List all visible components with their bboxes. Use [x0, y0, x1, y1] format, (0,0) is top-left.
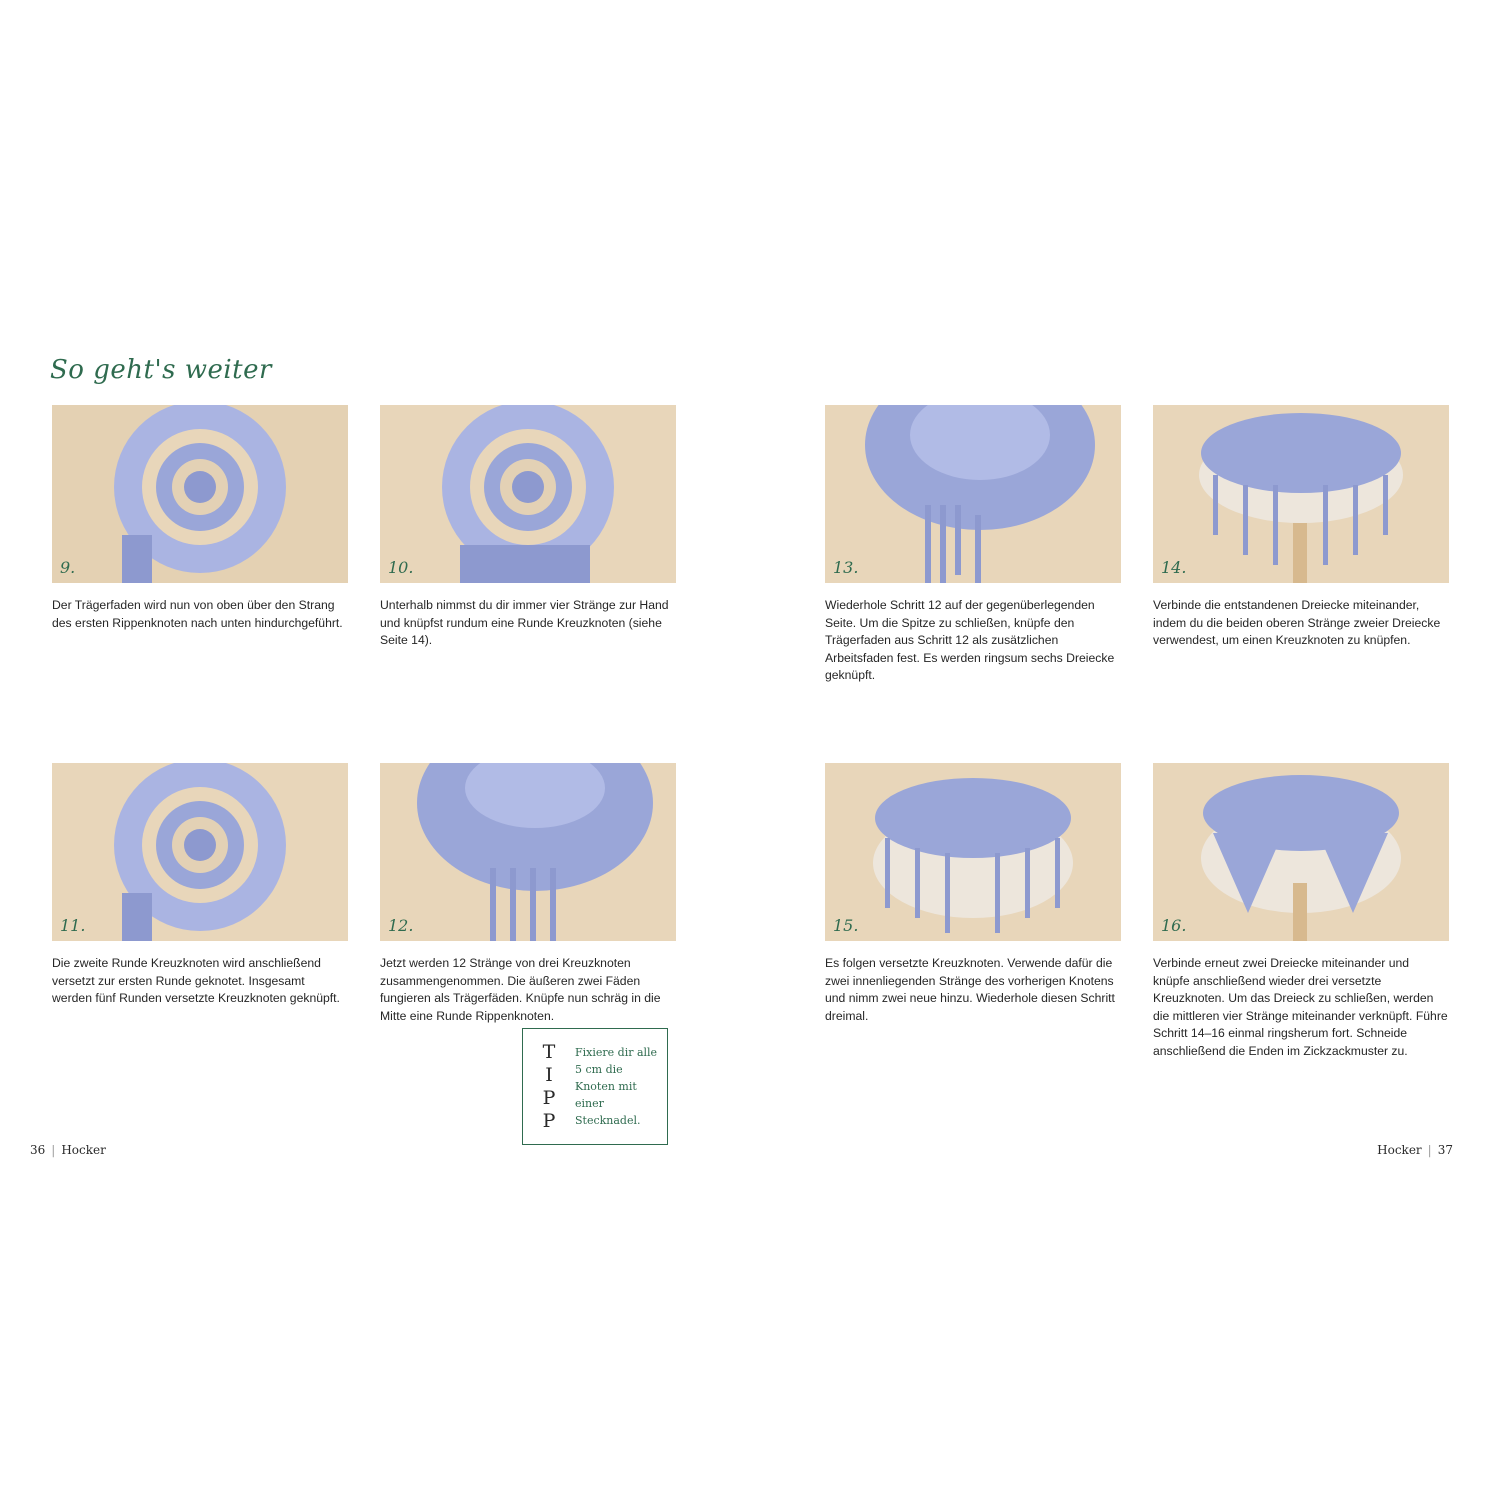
tip-label	[523, 1041, 575, 1133]
step-number: 12.	[388, 916, 414, 935]
step-caption: Jetzt werden 12 Stränge von drei Kreuzknoten zusammengenommen. Die äußeren zwei Fäden fungieren als Trägerfäden. Knüpfe nun schräg in die Mitte eine Runde Rippenknoten.	[380, 956, 661, 1023]
macrame-stool-photo	[1153, 405, 1449, 583]
macrame-round-photo	[52, 763, 348, 941]
step-photo	[52, 405, 348, 583]
section-heading: So geht's weiter	[50, 355, 272, 385]
macrame-stool-photo	[825, 763, 1121, 941]
step-13	[825, 405, 1121, 685]
macrame-round-photo	[380, 405, 676, 583]
step-number: 14.	[1161, 558, 1187, 577]
step-11	[52, 763, 348, 1008]
tip-letter: P	[542, 1086, 556, 1109]
step-number: 15.	[833, 916, 859, 935]
tip-text: Fixiere dir alle 5 cm die Knoten mit einer Stecknadel.	[575, 1046, 658, 1127]
step-caption: Verbinde erneut zwei Dreiecke miteinander und knüpfe anschließend wieder drei versetzte Kreuzknoten. Um das Dreieck zu schließen, werden die mittleren vier Stränge miteinander verknüpft. Führe Schritt 14–16 einmal ringsherum fort. Schneide anschließend die Enden im Zickzackmuster zu.	[1153, 956, 1448, 1058]
step-number: 9.	[60, 558, 76, 577]
step-15	[825, 763, 1121, 1025]
footer-separator: |	[1427, 1143, 1432, 1157]
step-caption: Die zweite Runde Kreuzknoten wird anschließend versetzt zur ersten Runde geknotet. Insgesamt werden fünf Runden versetzte Kreuzknoten geknüpft.	[52, 956, 340, 1005]
step-caption: Es folgen versetzte Kreuzknoten. Verwende dafür die zwei innenliegenden Stränge des vorherigen Knotens und nimm zwei neue hinzu. Wiederhole diesen Schritt dreimal.	[825, 956, 1115, 1023]
macrame-net-photo	[380, 763, 676, 941]
section-name: Hocker	[1377, 1143, 1422, 1157]
step-photo	[825, 763, 1121, 941]
step-number: 16.	[1161, 916, 1187, 935]
step-16	[1153, 763, 1449, 1060]
step-9	[52, 405, 348, 632]
step-12	[380, 763, 676, 1025]
section-name: Hocker	[61, 1143, 106, 1157]
step-photo	[1153, 405, 1449, 583]
left-page-footer	[30, 1143, 106, 1157]
step-photo	[380, 405, 676, 583]
tip-box	[522, 1028, 668, 1145]
tip-letter: I	[545, 1063, 553, 1086]
step-number: 13.	[833, 558, 859, 577]
macrame-round-photo	[52, 405, 348, 583]
step-caption: Wiederhole Schritt 12 auf der gegenüberlegenden Seite. Um die Spitze zu schließen, knüpfe den Trägerfaden aus Schritt 12 als zusätzlichen Arbeitsfaden fest. Es werden ringsum sechs Dreiecke geknüpft.	[825, 598, 1115, 682]
step-10	[380, 405, 676, 650]
step-14	[1153, 405, 1449, 650]
macrame-stool-photo	[1153, 763, 1449, 941]
step-photo	[825, 405, 1121, 583]
step-photo	[52, 763, 348, 941]
step-photo	[380, 763, 676, 941]
step-number: 10.	[388, 558, 414, 577]
tip-letter: P	[542, 1109, 556, 1132]
macrame-net-photo	[825, 405, 1121, 583]
step-photo	[1153, 763, 1449, 941]
step-caption: Der Trägerfaden wird nun von oben über den Strang des ersten Rippenknoten nach unten hindurchgeführt.	[52, 598, 343, 630]
page-number: 36	[30, 1143, 46, 1157]
right-page-footer	[1377, 1143, 1453, 1157]
step-number: 11.	[60, 916, 86, 935]
tip-letter: T	[542, 1040, 556, 1063]
step-caption: Unterhalb nimmst du dir immer vier Stränge zur Hand und knüpfst rundum eine Runde Kreuzknoten (siehe Seite 14).	[380, 598, 669, 647]
page-number: 37	[1437, 1143, 1453, 1157]
footer-separator: |	[51, 1143, 56, 1157]
step-caption: Verbinde die entstandenen Dreiecke miteinander, indem du die beiden oberen Stränge zweier Dreiecke verwendest, um einen Kreuzknoten zu knüpfen.	[1153, 598, 1441, 647]
